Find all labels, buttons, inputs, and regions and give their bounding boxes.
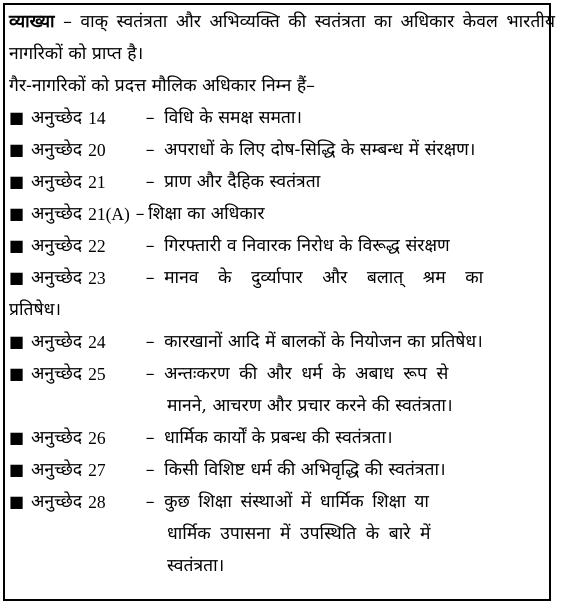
article-description-continuation: स्वतंत्रता। bbox=[167, 556, 225, 576]
bullet-square-icon: ■ bbox=[9, 204, 25, 223]
article-word: अनुच्छेद bbox=[31, 236, 83, 256]
bullet-square-icon: ■ bbox=[9, 492, 25, 511]
article-description: कुछ शिक्षा संस्थाओं में धार्मिक शिक्षा या bbox=[164, 492, 429, 512]
explanation-content bbox=[9, 6, 555, 582]
article-word: अनुच्छेद bbox=[31, 268, 83, 288]
explanation-heading: व्याख्या bbox=[9, 12, 55, 32]
article-row bbox=[9, 358, 555, 390]
article-number: 21 bbox=[88, 172, 106, 192]
article-description-continuation: मानने, आचरण और प्रचार करने की स्वतंत्रता। bbox=[167, 396, 453, 416]
bullet-square-icon: ■ bbox=[9, 236, 25, 255]
article-number: 20 bbox=[88, 140, 106, 160]
article-row bbox=[9, 326, 555, 358]
article-number: 27 bbox=[88, 460, 106, 480]
article-row bbox=[9, 262, 555, 294]
article-description: किसी विशिष्ट धर्म की अभिवृद्धि की स्वतंत्रता। bbox=[164, 460, 446, 480]
article-word: अनुच्छेद bbox=[31, 460, 83, 480]
dash: – bbox=[145, 492, 155, 512]
article-description: धार्मिक कार्यों के प्रबन्ध की स्वतंत्रता। bbox=[164, 428, 393, 448]
article-row bbox=[9, 422, 555, 454]
article-description: गिरफ्तारी व निवारक निरोध के विरूद्ध संरक्षण bbox=[164, 236, 450, 256]
article-row bbox=[9, 134, 555, 166]
dash: – bbox=[145, 140, 155, 160]
article-row bbox=[9, 102, 555, 134]
dash: – bbox=[145, 428, 155, 448]
dash: – bbox=[145, 364, 155, 384]
article-row bbox=[9, 166, 555, 198]
article-description: कारखानों आदि में बालकों के नियोजन का प्रतिषेध। bbox=[164, 332, 483, 352]
article-word: अनुच्छेद bbox=[31, 364, 83, 384]
non-citizen-rights-intro: गैर-नागरिकों को प्रदत्त मौलिक अधिकार निम्न हैं– bbox=[9, 76, 315, 96]
article-description: अपराधों के लिए दोष-सिद्धि के सम्बन्ध में संरक्षण। bbox=[164, 140, 476, 160]
bullet-square-icon: ■ bbox=[9, 268, 25, 287]
article-row bbox=[9, 486, 555, 518]
article-word: अनुच्छेद bbox=[31, 332, 83, 352]
article-number: 14 bbox=[88, 108, 106, 128]
article-word: अनुच्छेद bbox=[31, 492, 83, 512]
article-description: शिक्षा का अधिकार bbox=[148, 204, 265, 224]
article-description: प्राण और दैहिक स्वतंत्रता bbox=[164, 172, 321, 192]
article-word: अनुच्छेद bbox=[31, 204, 83, 224]
article-row bbox=[9, 454, 555, 486]
article-description: विधि के समक्ष समता। bbox=[164, 108, 303, 128]
article-description: अन्तःकरण की और धर्म के अबाध रूप से bbox=[164, 364, 449, 384]
article-number: 23 bbox=[88, 268, 106, 288]
article-number: 24 bbox=[88, 332, 106, 352]
dash: – bbox=[145, 172, 155, 192]
article-word: अनुच्छेद bbox=[31, 428, 83, 448]
bullet-square-icon: ■ bbox=[9, 460, 25, 479]
bullet-square-icon: ■ bbox=[9, 172, 25, 191]
dash: – bbox=[145, 108, 155, 128]
bullet-square-icon: ■ bbox=[9, 332, 25, 351]
article-description-continuation: प्रतिषेध। bbox=[9, 300, 61, 320]
bullet-square-icon: ■ bbox=[9, 140, 25, 159]
dash: – bbox=[145, 236, 155, 256]
article-description: मानव के दुर्व्यापार और बलात् श्रम का bbox=[164, 268, 484, 288]
article-row bbox=[9, 198, 555, 230]
article-word: अनुच्छेद bbox=[31, 108, 83, 128]
intro-text: – वाक् स्वतंत्रता और अभिव्यक्ति की स्वतंत्रता का अधिकार केवल भारतीय नागरिकों को प्राप्त है। bbox=[9, 12, 555, 64]
dash: – bbox=[145, 332, 155, 352]
bullet-square-icon: ■ bbox=[9, 428, 25, 447]
article-word: अनुच्छेद bbox=[31, 172, 83, 192]
article-number: 21(A) bbox=[88, 204, 130, 224]
article-description-continuation: धार्मिक उपासना में उपस्थिति के बारे में bbox=[167, 524, 431, 544]
dash: – bbox=[145, 460, 155, 480]
article-number: 26 bbox=[88, 428, 106, 448]
article-word: अनुच्छेद bbox=[31, 140, 83, 160]
article-number: 22 bbox=[88, 236, 106, 256]
bullet-square-icon: ■ bbox=[9, 108, 25, 127]
bullet-square-icon: ■ bbox=[9, 364, 25, 383]
article-row bbox=[9, 230, 555, 262]
dash: – bbox=[145, 268, 155, 288]
article-number: 25 bbox=[88, 364, 106, 384]
article-number: 28 bbox=[88, 492, 106, 512]
dash: – bbox=[135, 204, 145, 224]
intro-paragraph bbox=[9, 6, 555, 70]
